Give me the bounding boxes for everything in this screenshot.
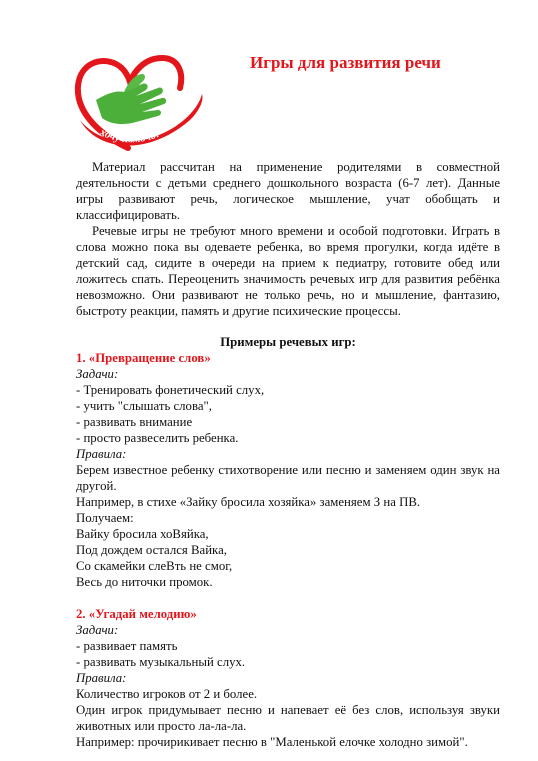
poem-line: Со скамейки слеВть не смог,	[76, 559, 233, 573]
examples-heading: Примеры речевых игр:	[220, 335, 356, 349]
poem-line: Под дождем остался Вайка,	[76, 543, 227, 557]
game-1-section	[76, 350, 500, 590]
heart-hand-logo-icon	[66, 48, 224, 158]
list-item: - Тренировать фонетический слух,	[76, 383, 265, 397]
game-1-tasks-label: Задачи:	[76, 367, 119, 381]
game-1-rule-text: Берем известное ребенку стихотворение или песню и заменяем один звук на другой.	[76, 463, 500, 493]
poem-line: Весь до ниточки промок.	[76, 575, 213, 589]
game-2-title: 2. «Угадай мелодию»	[76, 607, 197, 621]
list-item: - учить "слышать слова",	[76, 399, 212, 413]
svg-text:хочу помочь!	[97, 126, 161, 146]
poem-line: Вайку бросила хоВяйка,	[76, 527, 209, 541]
game-2-rule-text: Количество игроков от 2 и более.	[76, 687, 258, 701]
game-1-rules-label: Правила:	[76, 447, 127, 461]
list-item: - развивает память	[76, 639, 178, 653]
page-title: Игры для развития речи	[250, 53, 441, 72]
game-2-tasks-label: Задачи:	[76, 623, 119, 637]
game-1-rule-text: Например, в стихе «Зайку бросила хозяйка» заменяем З на ПВ.	[76, 495, 421, 509]
section-spacer	[76, 590, 500, 606]
logo-khochu-pomoch	[66, 48, 224, 158]
logo-text: хочу помочь!	[98, 126, 162, 146]
game-2-section	[76, 606, 500, 750]
game-2-rule-text: Один игрок придумывает песню и напевает её без слов, используя звуки животных или просто ла-ла-ла.	[76, 703, 500, 733]
game-2-rule-text: Например: прочирикивает песню в "Маленькой елочке холодно зимой".	[76, 735, 468, 749]
list-item: - развивать внимание	[76, 415, 193, 429]
document-body	[76, 159, 500, 750]
intro-paragraph-2: Речевые игры не требуют много времени и особой подготовки. Играть в слова можно пока вы одеваете ребенка, во время прогулки, когда идёте в детский сад, сидите в очереди на прием к педиатру, готовите обед или ложитесь спать. Переоценить значимость речевых игр для развития ребёнка невозможно. Они развивают не только речь, но и мышление, фантазию, быстроту реакции, память и другие психические процессы.	[76, 224, 500, 318]
list-item: - развивать музыкальный слух.	[76, 655, 246, 669]
intro-paragraph-1: Материал рассчитан на применение родителями в совместной деятельности с детьми среднего дошкольного возраста (6-7 лет). Данные игры развивают речь, логическое мышление, учат обобщать и классифицировать.	[76, 160, 500, 222]
list-item: - просто развеселить ребенка.	[76, 431, 239, 445]
game-1-rule-text: Получаем:	[76, 511, 134, 525]
game-1-title: 1. «Превращение слов»	[76, 351, 211, 365]
game-2-rules-label: Правила:	[76, 671, 127, 685]
